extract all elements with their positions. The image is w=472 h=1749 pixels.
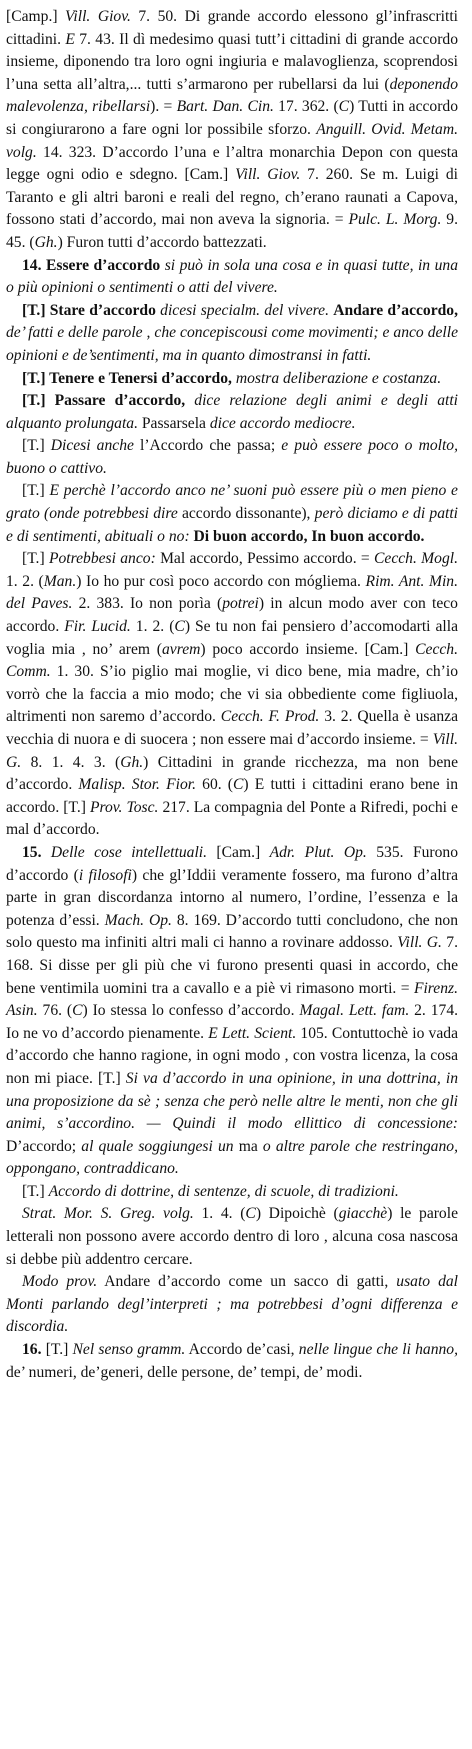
text-run: ) poco accordo insieme. [Cam.] [200,640,416,658]
text-run: ) Se tu non fai pensiero d’accomodarti alla voglia mia , no’ arem ( [6,618,458,658]
text-run: E Lett. Scient. [208,1024,297,1042]
text-run: dicesi specialm. del vivere. [160,301,329,319]
text-run: e può essere poco o molto, buono o cattivo. [6,437,458,477]
text-run: 535. Furono d’accordo ( [6,843,458,884]
accordo-nei-suoni-paragraph [6,480,458,548]
sense-14-paragraph [6,255,458,300]
text-run: accordo dissonante), [177,505,315,523]
text-run: Rim. Ant. Min. del Paves. [6,572,459,613]
text-run: 217. La compagnia del Ponte a Rifredi, pochi e mal d’accordo. [6,798,458,839]
accordo-che-passa-paragraph [6,435,458,480]
text-run: Gh. [34,233,58,251]
text-run: Vill. Giov. [235,166,301,184]
text-run: Strat. Mor. S. Greg. volg. [22,1205,194,1223]
text-run: Andare d’accordo, [333,301,459,319]
text-run: ) Io stessa lo confesso d’accordo. [82,1002,300,1020]
text-run: Mal accordo, Pessimo accordo. = [155,550,374,568]
text-run: Prov. Tosc. [89,798,159,816]
text-run: ) Dipoichè ( [255,1205,339,1223]
text-run: Passarsela [137,414,210,432]
text-run: Nel senso gramm. [72,1341,186,1359]
text-run: al quale soggiungesi un [81,1137,234,1155]
text-run: 7. 260. Se m. Luigi di Taranto e gli altri baroni e reali del regno, ch’erano raunati a Capova, fossono stati d’accordo, mai non aveva la signoria. = [6,166,458,229]
text-run: 16. [22,1341,46,1359]
text-run: Adr. Plut. Op. [269,843,367,861]
sense-15-paragraph [6,842,458,1181]
text-run: 1. 30. S’io piglio mai moglie, vi dico bene, mia madre, ch’io vorrò che la faccia a mio modo; che vi sia obbediente come figliuola, altrimenti non saremo d’accordo. [6,663,458,726]
text-run: o altre parole che restringano, oppongano, contraddicano. [6,1137,458,1178]
text-run: [T.] [22,1182,49,1200]
text-run: [T.] Stare d’accordo [22,301,161,319]
text-run: ) Tutti in accordo si congiurarono a fare ogni lor possibile sforzo. [6,98,458,138]
text-run: 1. 4. ( [193,1205,246,1223]
text-run: Vill. Giov. [65,8,131,25]
text-run: Malisp. Stor. Fior. [78,776,196,794]
tenere-d-accordo-paragraph [6,368,458,391]
text-run: ) Io ho pur così poco accordo con mógliema. [76,572,366,590]
text-run: usato dal Monti parlando degl’interpreti ; ma potrebbesi d’ogni differenza e discordia. [6,1273,459,1336]
text-run: [T.] [45,1341,73,1359]
strat-mor-paragraph [6,1203,458,1271]
text-run: i filosofi [78,866,132,884]
text-run: ) Furon tutti d’accordo battezzati. [57,233,267,251]
text-run: l’Accordo che passa; [133,437,282,455]
text-run: Si va d’accordo in una opinione, in una dottrina, in una proposizione da sè ; senza che però nelle altre le menti, non che gli animi, s’accordino. — Quindi il modo ellittico di concessione: [6,1069,459,1133]
text-run: 14. 323. D’accordo l’una e l’altra monarchia Depon con questa legge ogni odio e sdegno. [Cam.] [6,143,458,184]
text-run: potrei [222,595,259,613]
text-run: 76. ( [37,1002,73,1020]
text-run: avrem [162,640,201,658]
text-run: 7. 43. Il dì medesimo quasi tutt’i cittadini di grande accordo insieme, diponendo tra loro ogni ingiuria e malavoglienza, scoprendosi l’una setta all’altra,... tutti s’armarono per rubellarsi da lui ( [6,30,458,93]
text-run: 3. 2. Quella è usanza vecchia di nuora e di suocera ; non essere mai d’accordo insieme. = [6,708,459,748]
text-run: 105. Contuttochè io vada d’accordo che hanno ragione, in ogni modo , con vostra licenza, la cosa non mi piace. [T.] [6,1024,458,1087]
text-run: Mach. Op. [104,911,172,929]
text-run: Bart. Dan. Cin. [176,98,274,116]
text-run: dice relazione degli animi e degli atti alquanto prolungata. [6,392,459,432]
mal-accordo-paragraph [6,548,458,842]
text-run: Accordo de’casi, [185,1341,299,1359]
accordo-di-dottrine-paragraph [6,1181,458,1204]
text-run: giacchè [338,1205,388,1223]
text-run: si può in sola una cosa e in quasi tutte, in una o più opinioni o sentimenti o atti del vivere. [6,256,458,297]
text-run: ) le parole letterali non possono avere accordo dentro di loro , alcuna cosa nascosa si debbe più addentro cercare. [6,1205,458,1268]
text-run: però diciamo e di patti e di sentimenti, abituali o no: [6,505,458,545]
text-run: Dicesi anche [50,437,134,455]
text-run: [T.] Tenere e Tenersi d’accordo, [22,369,232,387]
text-run: de’ numeri, de’generi, delle persone, de’ tempi, de’ modi. [6,1363,363,1381]
text-run: [T.] [22,550,49,568]
text-run: Cecch. Comm. [6,640,458,681]
text-run: ) Cittadini in grande ricchezza, ma non bene d’accordo. [6,753,458,794]
text-run: Modo prov. [22,1273,98,1291]
text-run: 8. 1. 4. 3. ( [21,753,121,771]
text-run: Vill. G. [6,731,458,771]
text-run: C [338,98,350,116]
text-run: 1. 2. ( [6,572,44,590]
text-run: Magal. Lett. fam. [299,1002,410,1020]
text-run: deponendo malevolenza, ribellarsi [6,75,458,116]
text-run: Vill. G. [397,934,442,952]
text-run: 2. 383. Io non porìa ( [72,595,223,613]
text-run: Andare d’accordo come un sacco di gatti, [97,1273,397,1291]
text-run: ) in alcun modo aver con teco accordo. [6,595,458,636]
text-run: dice accordo mediocre. [209,414,356,432]
text-run: 15. [22,843,51,861]
text-run: 60. ( [196,776,234,794]
text-run: ) che gl’Iddii veramente fossero, ma furono d’altra parte in gran discordanza intorno al numero, l’ordine, l’essenza e la potenza d’essi. [6,866,459,929]
text-run: 17. 362. ( [273,98,339,116]
text-run: Firenz. Asin. [6,979,458,1020]
text-run: Di buon accordo, In buon accordo. [189,527,425,545]
text-run: Gh. [120,753,144,771]
entry-paragraph [6,6,458,255]
text-run: Pulc. L. Morg. [348,211,442,229]
text-run: C [174,618,185,636]
text-run: mostra deliberazione e costanza. [231,369,442,387]
text-run: 1. 2. ( [130,618,175,636]
text-run: C [233,776,244,794]
text-run: nelle lingue che li hanno, [298,1341,458,1359]
text-run: 2. 174. Io ne vo d’accordo pienamente. [6,1002,459,1042]
passare-d-accordo-paragraph [6,390,458,435]
text-run: Man. [43,572,77,590]
text-run: Accordo di dottrine, di sentenze, di scuole, di tradizioni. [48,1182,399,1200]
text-run: Cecch. Mogl. [374,550,458,568]
text-run: Potrebbesi anco: [48,550,156,568]
text-run: [T.] Passare d’accordo, [22,392,186,410]
text-run: Delle cose intellettuali. [50,843,208,861]
text-run: D’accordo; [6,1137,82,1155]
text-run: E perchè l’accordo anco ne’ suoni può essere più o men pieno e grato (onde potrebbesi dire [6,482,458,523]
text-run: 7. 50. Di grande accordo elessono gl’infrascritti cittadini. [6,8,458,48]
text-run: [T.] [22,482,50,500]
text-run: 14. Essere d’accordo [22,256,165,274]
text-run: 9. 45. ( [6,211,458,251]
modo-prov-paragraph [6,1271,458,1339]
sense-16-paragraph [6,1339,458,1384]
text-run: [T.] [22,437,51,455]
text-run: Anguill. Ovid. Metam. volg. [6,120,458,161]
text-run: Cecch. F. Prod. [220,708,320,726]
text-run: ). = [150,98,177,116]
text-run: 8. 169. D’accordo tutti concludono, che non solo questo ma infiniti altri mali ci hanno a rovinare addosso. [6,911,459,952]
text-run: C [72,1002,83,1020]
text-run: E [65,30,75,48]
stare-d-accordo-paragraph [6,300,458,368]
text-run: [Cam.] [207,843,270,861]
text-run: ma [233,1137,263,1155]
text-run: [Camp.] [6,8,66,25]
text-run: ) E tutti i cittadini erano bene in accordo. [T.] [6,776,459,816]
text-run: de’ fatti e delle parole , che concepiscousi come movimenti; e anco delle opinioni e de’sentimenti, ma in quanto dimostransi in fatti. [6,324,458,364]
text-run: C [245,1205,256,1223]
text-run: Fir. Lucid. [64,618,131,636]
text-run: 7. 168. Si disse per gli più che vi furono presenti quasi in accordo, che bene ventimila uomini tra a cavallo e a piè vi rimasono morti. = [6,934,459,997]
